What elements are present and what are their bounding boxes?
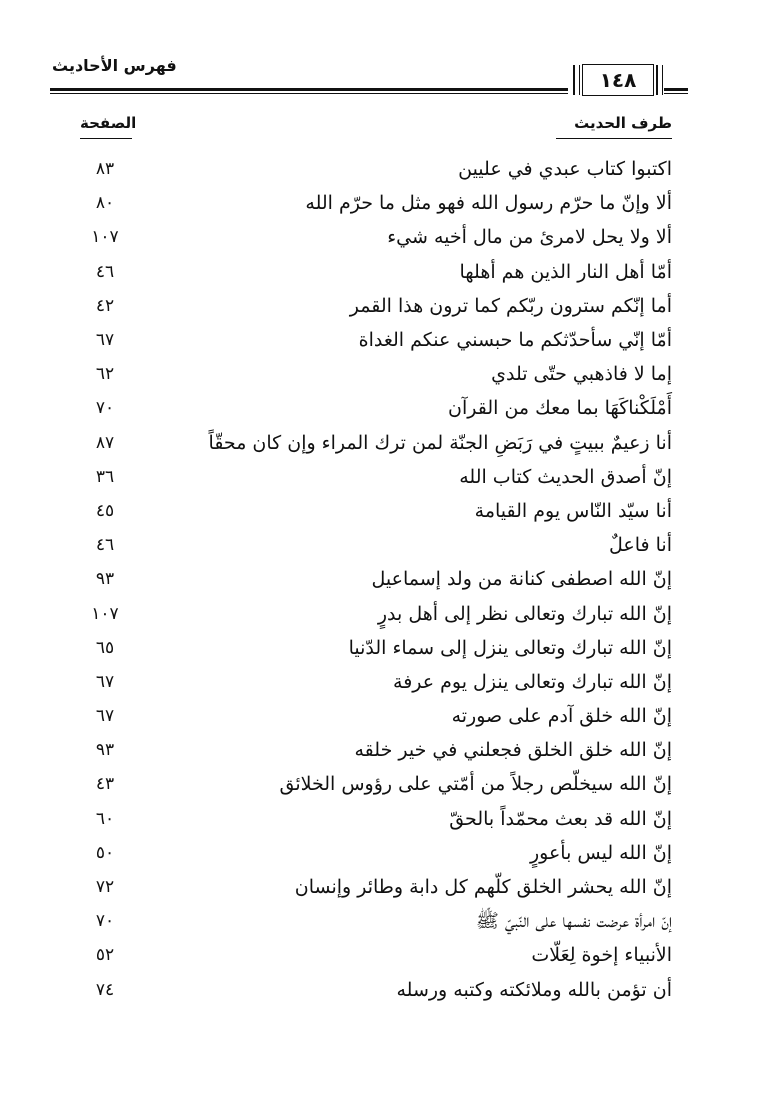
index-entry: [60, 836, 680, 870]
header-rule: [50, 88, 568, 94]
entry-text: أَمْلَكْناكَهَا بما معك من القرآن: [448, 397, 672, 420]
entry-text: إنّ أصدق الحديث كتاب الله: [459, 465, 672, 488]
entry-text: إنّ الله يحشر الخلق كلّهم كل دابة وطائر وإنسان: [294, 876, 672, 899]
entry-page: ٦٠: [95, 808, 115, 829]
column-header-page-underline: [80, 138, 132, 139]
column-header-hadith: طرف الحديث: [574, 114, 672, 132]
entry-text: إنّ الله قد بعث محمّداً بالحقّ: [449, 807, 672, 830]
entry-page: ٧٢: [95, 877, 115, 898]
entry-page: ٩٣: [95, 740, 115, 761]
entry-page: ٥٢: [95, 945, 115, 966]
index-entry: [60, 733, 680, 767]
entry-page: ٤٣: [95, 774, 115, 795]
index-entry: [60, 767, 680, 801]
entry-text: أمّا إنّي سأحدّثكم ما حبسني عنكم الغداة: [358, 329, 672, 352]
index-entry: [60, 289, 680, 323]
entry-page: ٦٧: [95, 706, 115, 727]
index-entry: [60, 391, 680, 425]
index-entry: [60, 938, 680, 972]
page-number-box: [582, 64, 654, 96]
index-entry: [60, 323, 680, 357]
index-entry: [60, 426, 680, 460]
entry-text: إنّ الله تبارك وتعالى ينزل يوم عرفة: [393, 670, 672, 693]
entry-text: أن تؤمن بالله وملائكته وكتبه ورسله: [396, 978, 672, 1001]
entry-text: أمّا أهل النار الذين هم أهلها: [459, 260, 672, 283]
index-entry: [60, 596, 680, 630]
entry-page: ٧٤: [95, 979, 115, 1000]
index-entry: [60, 631, 680, 665]
entry-text: أنا فاعلٌ: [609, 534, 672, 557]
entry-text: إنّ امرأة عرضت نفسها على النّبيّ ﷺ: [475, 910, 672, 933]
entry-page: ٨٣: [95, 159, 115, 180]
entry-text: إنّ الله خلق الخلق فجعلني في خير خلقه: [354, 739, 672, 762]
index-entry: [60, 802, 680, 836]
page-number: ١٤٨: [599, 68, 637, 92]
index-entry: [60, 152, 680, 186]
entry-page: ٤٦: [95, 261, 115, 282]
header-rule-right: [664, 88, 688, 94]
entry-text: ألا ولا يحل لامرئ من مال أخيه شيء: [387, 226, 672, 249]
entry-page: ٩٣: [95, 569, 115, 590]
entry-text: ألا وإنّ ما حرّم رسول الله فهو مثل ما حرّم الله: [305, 192, 672, 215]
entry-text: إنّ الله سيخلّص رجلاً من أمّتي على رؤوس الخلائق: [279, 773, 672, 796]
entry-text: اكتبوا كتاب عبدي في عليين: [458, 158, 672, 181]
index-entry: [60, 494, 680, 528]
entry-text: إما لا فاذهبي حتّى تلدي: [491, 363, 672, 386]
entry-page: ٦٧: [95, 330, 115, 351]
entry-page: ٨٠: [95, 193, 115, 214]
entry-text: أنا سيّد النّاس يوم القيامة: [474, 499, 672, 522]
entry-page: ٧٠: [95, 398, 115, 419]
index-entry: [60, 870, 680, 904]
entry-text: إنّ الله تبارك وتعالى نظر إلى أهل بدرٍ: [377, 602, 672, 625]
entry-page: ٦٢: [95, 364, 115, 385]
index-entry: [60, 186, 680, 220]
entry-page: ٦٧: [95, 671, 115, 692]
entry-text: إنّ الله ليس بأعورٍ: [529, 841, 672, 864]
entry-text: أنا زعيمٌ ببيتٍ في رَبَضِ الجنّة لمن ترك المراء وإن كان محقّاً: [208, 431, 672, 454]
entry-text: إنّ الله خلق آدم على صورته: [451, 705, 672, 728]
entry-page: ٤٥: [95, 500, 115, 521]
entry-text: أما إنّكم سترون ربّكم كما ترون هذا القمر: [349, 294, 672, 317]
index-entry: [60, 255, 680, 289]
entry-page: ٥٠: [95, 842, 115, 863]
index-entry: [60, 220, 680, 254]
entry-page: ١٠٧: [91, 603, 119, 624]
index-entry: [60, 665, 680, 699]
index-entry: [60, 460, 680, 494]
entry-text: الأنبياء إخوة لِعَلّات: [531, 944, 672, 967]
entry-text: إنّ الله اصطفى كنانة من ولد إسماعيل: [371, 568, 672, 591]
index-entry: [60, 562, 680, 596]
index-entry: [60, 699, 680, 733]
entry-page: ٣٦: [95, 466, 115, 487]
entry-page: ٦٥: [95, 637, 115, 658]
entry-page: ١٠٧: [91, 227, 119, 248]
index-entry: [60, 973, 680, 1007]
index-entry: [60, 528, 680, 562]
index-entries: [60, 152, 680, 1007]
index-entry: [60, 904, 680, 938]
column-header-page: الصفحة: [80, 114, 137, 132]
column-header-hadith-underline: [556, 138, 672, 139]
entry-page: ٨٧: [95, 432, 115, 453]
entry-page: ٤٢: [95, 295, 115, 316]
index-entry: [60, 357, 680, 391]
entry-text: إنّ الله تبارك وتعالى ينزل إلى سماء الدّنيا: [348, 636, 672, 659]
entry-page: ٤٦: [95, 535, 115, 556]
entry-page: ٧٠: [95, 911, 115, 932]
running-title: فهرس الأحاديث: [52, 56, 177, 75]
